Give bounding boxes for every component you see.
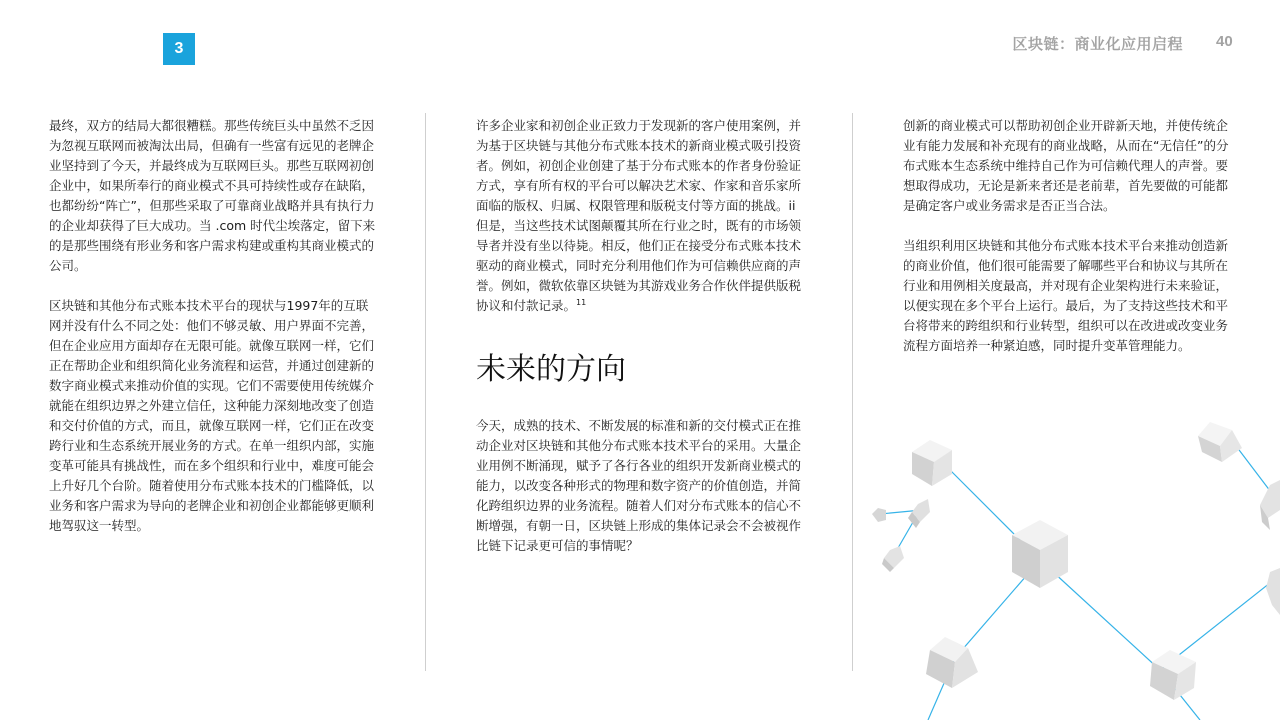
cube-icon [1260, 480, 1280, 530]
cube-icon [1150, 650, 1196, 700]
cube-icon [1266, 568, 1280, 615]
page-number: 40 [1216, 33, 1233, 50]
book-title: 区块链：商业化应用启程 [1012, 35, 1183, 53]
text-column-2 [476, 116, 806, 576]
text-column-3 [903, 116, 1233, 376]
column-divider [852, 113, 853, 671]
column-divider [425, 113, 426, 671]
cube-icon [882, 546, 904, 572]
paragraph-text: 许多企业家和初创企业正致力于发现新的客户使用案例，并为基于区块链与其他分布式账本技术的新商业模式吸引投资者。例如，初创企业创建了基于分布式账本的作者身份验证方式，享有所有权的平台可以解决艺术家、作家和音乐家所面临的版权、归属、权限管理和版税支付等方面的挑战。ii但是，当这些技术试图颠覆其所在行业之时，既有的市场领导者并没有坐以待毙。相反，他们正在接受分布式账本技术驱动的商业模式，同时充分利用他们作为可信赖供应商的声誉。例如，微软依靠区块链为其游戏业务合作伙伴提供版税协议和付款记录。 [476, 118, 802, 313]
cube-icon [908, 499, 930, 528]
cube-icon [872, 508, 886, 522]
citation-superscript: 11 [576, 297, 587, 307]
paragraph: 区块链和其他分布式账本技术平台的现状与1997年的互联网并没有什么不同之处：他们不够灵敏、用户界面不完善，但在企业应用方面却存在无限可能。就像互联网一样，它们正在帮助企业和组织简化业务流程和运营，并通过创建新的数字商业模式来推动价值的实现。它们不需要使用传统媒介就能在组织边界之外建立信任，这种能力深刻地改变了创造和交付价值的方式，而且，就像互联网一样，它们正在改变跨行业和生态系统开展业务的方式。在单一组织内部，实施变革可能具有挑战性，而在多个组织和行业中，难度可能会上升好几个台阶。随着使用分布式账本技术的门槛降低，以业务和客户需求为导向的老牌企业和初创企业都能够更顺利地驾驭这一转型。 [49, 298, 375, 533]
section-heading: 未来的方向 [476, 352, 626, 387]
paragraph: 创新的商业模式可以帮助初创企业开辟新天地，并使传统企业有能力发展和补充现有的商业战略，从而在“无信任”的分布式账本生态系统中维持自己作为可信赖代理人的声誉。要想取得成功，无论是新来者还是老前辈，首先要做的可能都是确定客户或业务需求是否正当合法。 [903, 118, 1229, 213]
text-column-1 [49, 116, 379, 556]
paragraph: 当组织利用区块链和其他分布式账本技术平台来推动创造新的商业价值，他们很可能需要了解哪些平台和协议与其所在行业和用例相关度最高，并对现有企业架构进行未来验证，以便实现在多个平台上运行。最后，为了支持这些技术和平台将带来的跨组织和行业转型，组织可以在改进或改变业务流程方面培养一种紧迫感，同时提升变革管理能力。 [903, 238, 1229, 353]
cube-icon [1198, 422, 1242, 462]
cube-icon [926, 637, 978, 688]
cube-icon [912, 440, 952, 486]
paragraph [476, 116, 806, 316]
blockchain-network-illustration [860, 400, 1280, 720]
paragraph: 今天，成熟的技术、不断发展的标准和新的交付模式正在推动企业对区块链和其他分布式账本技术平台的采用。大量企业用例不断涌现，赋予了各行各业的组织开发新商业模式的能力，以改变各种形式的物理和数字资产的价值创造，并简化跨组织边界的业务流程。随着人们对分布式账本的信心不断增强，有朝一日，区块链上形成的集体记录会不会被视作比链下记录更可信的事情呢？ [476, 418, 802, 553]
paragraph: 最终，双方的结局大都很糟糕。那些传统巨头中虽然不乏因为忽视互联网而被淘汰出局，但确有一些富有远见的老牌企业坚持到了今天，并最终成为互联网巨头。那些互联网初创企业中，如果所奉行的商业模式不具可持续性或存在缺陷，也都纷纷“阵亡”，但那些采取了可靠商业战略并具有执行力的企业却获得了巨大成功。当 .com 时代尘埃落定，留下来的是那些围绕有形业务和客户需求构建或重构其商业模式的公司。 [49, 118, 376, 273]
chapter-number-badge: 3 [163, 33, 195, 65]
